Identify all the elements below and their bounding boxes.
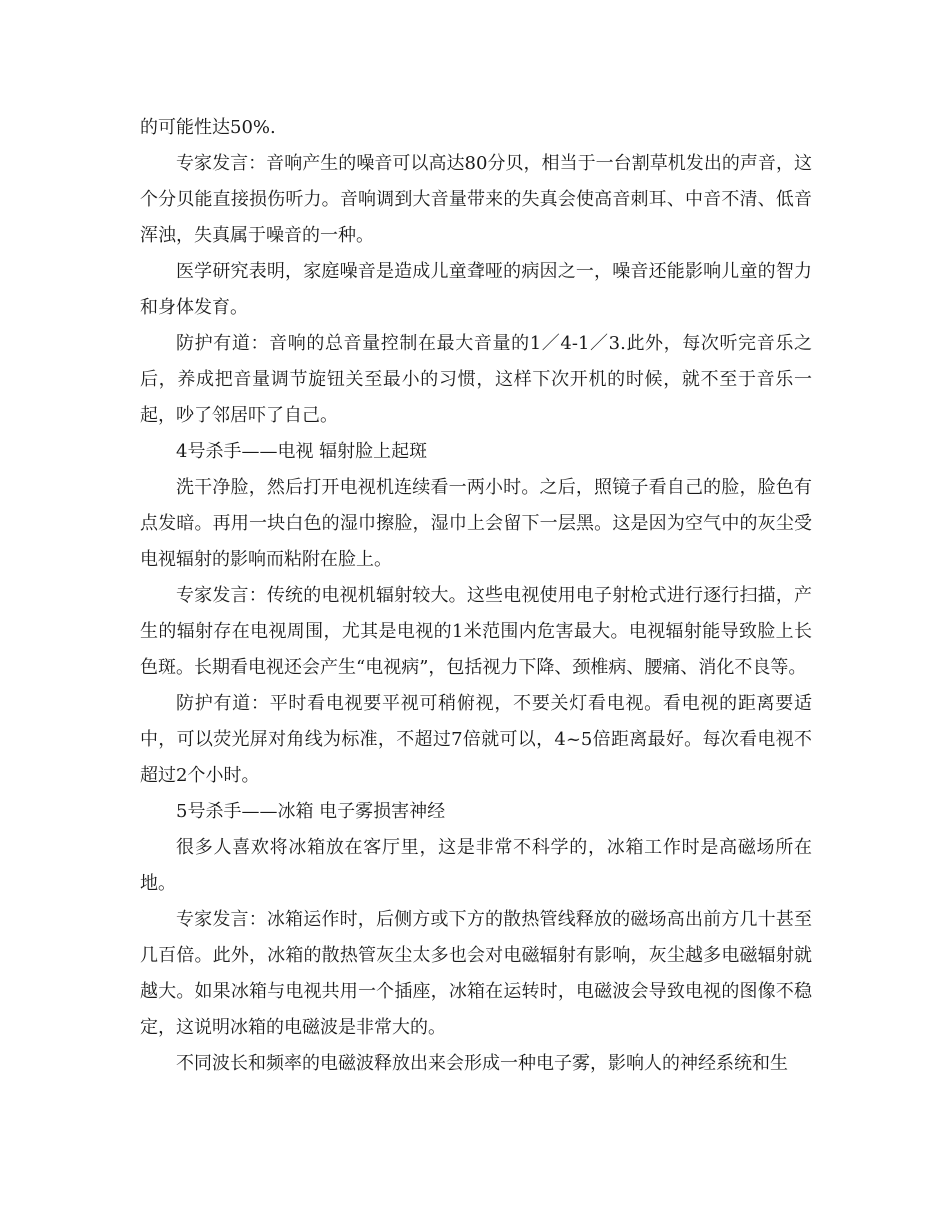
paragraph: 专家发言：传统的电视机辐射较大。这些电视使用电子射枪式进行逐行扫描，产生的辐射存在电视周围，尤其是电视的1米范围内危害最大。电视辐射能导致脸上长色斑。长期看电视还会产生“电视病”，包括视力下降、颈椎病、腰痛、消化不良等。	[140, 585, 812, 678]
document-body	[140, 110, 812, 1082]
section-heading: 4号杀手——电视 辐射脸上起斑	[176, 441, 428, 462]
paragraph: 洗干净脸，然后打开电视机连续看一两小时。之后，照镜子看自己的脸，脸色有点发暗。再用一块白色的湿巾擦脸，湿巾上会留下一层黑。这是因为空气中的灰尘受电视辐射的影响而粘附在脸上。	[140, 477, 812, 570]
paragraph: 不同波长和频率的电磁波释放出来会形成一种电子雾，影响人的神经系统和生	[176, 1053, 788, 1074]
paragraph: 专家发言：音响产生的噪音可以高达80分贝，相当于一台割草机发出的声音，这个分贝能直接损伤听力。音响调到大音量带来的失真会使高音刺耳、中音不清、低音浑浊，失真属于噪音的一种。	[140, 153, 812, 246]
paragraph: 专家发言：冰箱运作时，后侧方或下方的散热管线释放的磁场高出前方几十甚至几百倍。此外，冰箱的散热管灰尘太多也会对电磁辐射有影响，灰尘越多电磁辐射就越大。如果冰箱与电视共用一个插座，冰箱在运转时，电磁波会导致电视的图像不稳定，这说明冰箱的电磁波是非常大的。	[140, 909, 812, 1038]
paragraph: 防护有道：音响的总音量控制在最大音量的1／4-1／3.此外，每次听完音乐之后，养成把音量调节旋钮关至最小的习惯，这样下次开机的时候，就不至于音乐一起，吵了邻居吓了自己。	[140, 333, 812, 426]
paragraph: 防护有道：平时看电视要平视可稍俯视，不要关灯看电视。看电视的距离要适中，可以荧光屏对角线为标准，不超过7倍就可以，4~5倍距离最好。每次看电视不超过2个小时。	[140, 693, 812, 786]
paragraph: 的可能性达50%.	[140, 117, 276, 138]
section-heading: 5号杀手——冰箱 电子雾损害神经	[176, 801, 446, 822]
paragraph: 很多人喜欢将冰箱放在客厅里，这是非常不科学的，冰箱工作时是高磁场所在地。	[140, 837, 812, 894]
paragraph: 医学研究表明，家庭噪音是造成儿童聋哑的病因之一，噪音还能影响儿童的智力和身体发育。	[140, 261, 812, 318]
